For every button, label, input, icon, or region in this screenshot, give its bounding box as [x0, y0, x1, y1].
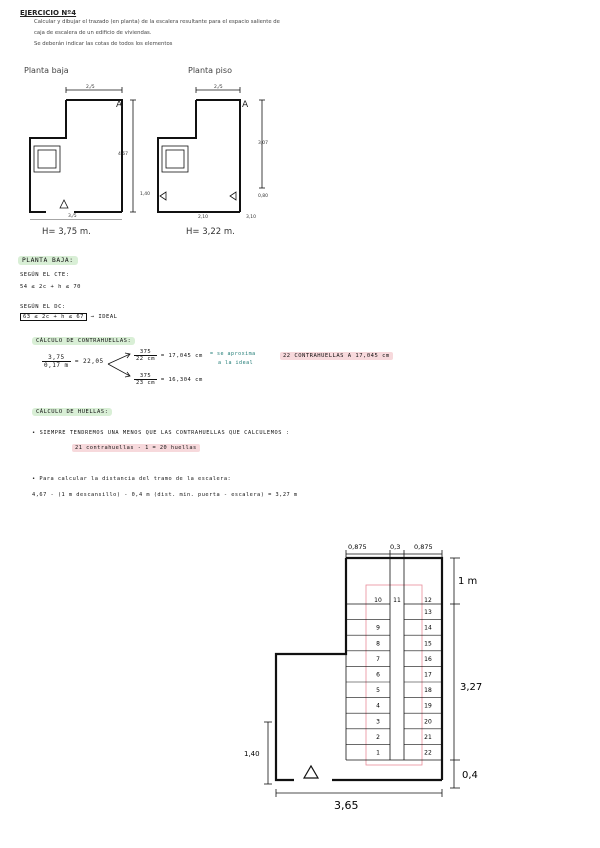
heading-planta-baja: PLANTA BAJA:: [18, 256, 78, 265]
exercise-line-3: Se deberán indicar las cotas de todos los elementos: [34, 41, 173, 47]
piso-dim-right: 3,07: [258, 141, 269, 146]
tramo-text: • Para calcular la distancia del tramo de la escalera:: [32, 476, 232, 482]
option-2-result: = 16,304 cm: [160, 377, 203, 383]
branch-arrows: [106, 350, 136, 380]
option-1-final: 22 CONTRAHUELLAS A 17,045 cm: [280, 352, 393, 360]
step-number: 2: [376, 733, 380, 741]
step-number: 12: [424, 597, 432, 604]
fraction-option-1: $\frac{375}{22 cm}$: [136, 349, 156, 362]
option-1-note-1: = se aproxima: [210, 351, 256, 357]
fraction-main-result: = 22,05: [74, 358, 104, 365]
plan-piso-label: Planta piso: [188, 66, 232, 75]
segun-cte: SEGÚN EL CTE:: [20, 272, 70, 278]
stair-dim-top-3: 0,875: [414, 543, 433, 551]
piso-marker-a: A: [242, 100, 249, 110]
plan-baja-drawing: [18, 80, 151, 220]
exercise-line-1: Calcular y dibujar el trazado (en planta) de la escalera resultante para el espacio saliente de: [34, 19, 280, 25]
step-number: 7: [376, 655, 380, 663]
heading-calc-contrahuellas: CÁLCULO DE CONTRAHUELLAS:: [32, 337, 135, 345]
plan-piso-drawing: [150, 80, 285, 220]
step-number: 11: [393, 597, 401, 604]
step-number: 22: [424, 749, 432, 757]
piso-dim-top: 2,/5: [214, 85, 223, 90]
step-number: 20: [424, 718, 432, 726]
step-number: 18: [424, 687, 432, 695]
step-number: 10: [374, 597, 382, 604]
exercise-title: EJERCICIO Nº4: [20, 9, 77, 17]
tramo-formula: 4,67 - (1 m descansillo) - 0,4 m (dist. min. puerta - escalera) = 3,27 m: [32, 492, 298, 498]
stair-dim-04: 0,4: [462, 770, 478, 781]
stair-dim-140: 1,40: [244, 750, 260, 758]
step-number: 9: [376, 624, 380, 632]
step-number: 1: [376, 749, 380, 757]
huellas-text: • SIEMPRE TENDREMOS UNA MENOS QUE LAS CONTRAHUELLAS QUE CALCULEMOS :: [32, 430, 290, 436]
dc-result: → IDEAL: [90, 314, 118, 320]
step-number: 6: [376, 671, 380, 679]
fraction-option-2: $\frac{375}{23 cm}$: [136, 373, 156, 386]
step-number: 3: [376, 718, 380, 726]
step-number: 8: [376, 640, 380, 648]
staircase-plan: [232, 510, 528, 830]
stair-dim-top-2: 0,3: [390, 543, 401, 551]
piso-height: H= 3,22 m.: [186, 227, 235, 237]
stair-dim-365: 3,65: [334, 799, 359, 812]
piso-dim-left: 1,40: [140, 192, 151, 197]
baja-marker-a: A: [116, 100, 123, 110]
baja-dim-bottom: 3,/5: [68, 214, 77, 219]
cte-formula: 54 ≤ 2c + h ≤ 70: [20, 284, 81, 290]
option-1-note-2: a la ideal: [218, 360, 254, 366]
plan-baja-label: Planta baja: [24, 66, 69, 75]
step-number: 13: [424, 609, 432, 617]
dc-formula: 63 ≤ 2c + h ≤ 67: [20, 313, 87, 321]
step-number: 5: [376, 687, 380, 695]
piso-dim-right-2: 0,80: [258, 194, 269, 199]
baja-dim-top: 2,/5: [86, 85, 95, 90]
step-number: 16: [424, 655, 432, 663]
piso-dim-bottom-2: 3,10: [246, 215, 257, 220]
step-number: 17: [424, 671, 432, 679]
step-number: 15: [424, 640, 432, 648]
heading-calc-huellas: CÁLCULO DE HUELLAS:: [32, 408, 112, 416]
fraction-main: $\frac{3,75}{0,17 m}$: [44, 354, 69, 369]
step-number: 4: [376, 702, 380, 710]
step-number: 19: [424, 702, 432, 710]
step-number: 21: [424, 733, 432, 741]
baja-dim-right: 4,67: [118, 152, 129, 157]
option-1-result: = 17,045 cm: [160, 353, 203, 359]
huellas-result: 21 contrahuellas - 1 = 20 huellas: [72, 444, 200, 452]
baja-height: H= 3,75 m.: [42, 227, 91, 237]
segun-dc: SEGÚN EL DC:: [20, 304, 66, 310]
stair-dim-327: 3,27: [460, 682, 483, 693]
stair-dim-1m: 1 m: [458, 576, 478, 587]
stair-dim-top-1: 0,875: [348, 543, 367, 551]
piso-dim-bottom: 2,10: [198, 215, 209, 220]
exercise-line-2: caja de escalera de un edificio de viviendas.: [34, 30, 152, 36]
step-number: 14: [424, 624, 432, 632]
